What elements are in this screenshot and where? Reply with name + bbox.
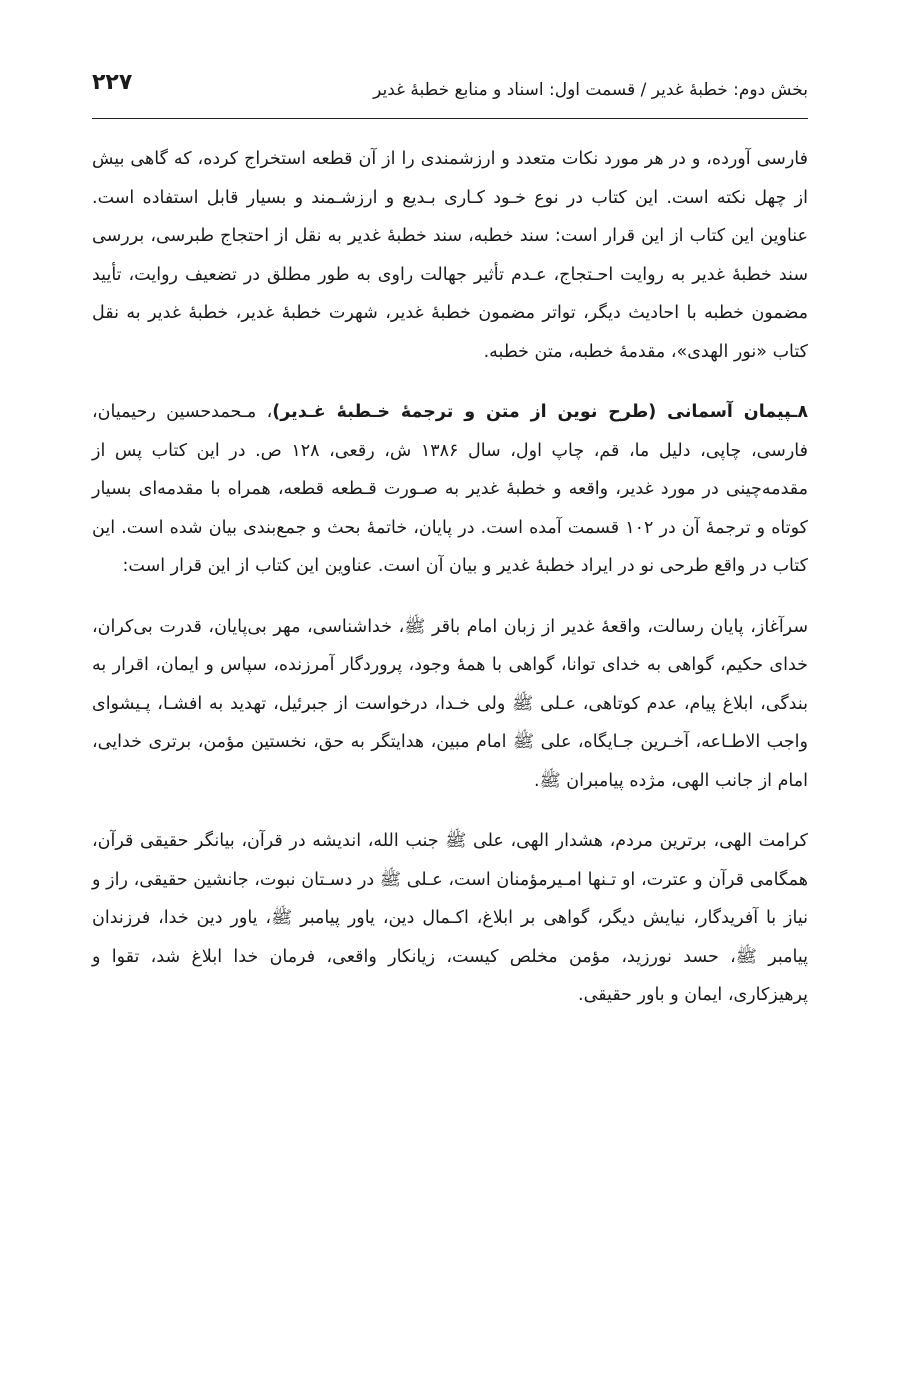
paragraph-titles-1: سرآغاز، پایان رسالت، واقعهٔ غدیر از زبان امام باقر ﷺ، خداشناسی، مهر بی‌پایان، قدرت بی‌کران، خدای حکیم، گواهی به خدای توانا، گواهی با همهٔ وجود، پروردگار آمرزنده، سپاس و ایمان، اقرار به بندگی، ابلاغ پیام، عدم کوتاهی، عـلی ﷺ ولی خـدا، درخواست از جبرئیل، تهدید به افشـا، پـیشوای واجب الاطـاعه، آخـرین جـایگاه، علی ﷺ امام مبین، هدایتگر به حق، نخستین مؤمن، برتری خدایی، امام از جانب الهی، مژده پیامبران ﷺ. [92,616,808,791]
page-body [92,140,808,1037]
paragraph-entry-8 [92,393,808,586]
entry-title: ۸ـپیمان آسمانی (طرح نوین از متن و ترجمهٔ خـطبهٔ غـدیر) [272,402,808,422]
paragraph-titles-2: کرامت الهی، برترین مردم، هشدار الهی، علی ﷺ جنب الله، اندیشه در قرآن، بیانگر حقیقی قرآن، همگامی قرآن و عترت، او تـنها امـیرمؤمنان است، عـلی ﷺ در دسـتان نبوت، جانشین حقیقی، راز و نیاز با آفریدگار، نیایش دیگر، گواهی بر ابلاغ، اکـمال دین، یاور پیامبر ﷺ، یاور دین خدا، فرزندان پیامبر ﷺ، حسد نورزید، مؤمن مخلص کیست، زیانکار واقعی، فرمان خدا ابلاغ شد، تقوا و پرهیزکاری، ایمان و باور حقیقی. [92,831,808,1005]
paragraph-intro: فارسی آورده، و در هر مورد نکات متعدد و ارزشمندی را از آن قطعه استخراج کرده، که گاهی بیش از چهل نکته است. این کتاب در نوع خـود کـاری بـدیع و ارزشـمند و بسیار قابل استفاده است. عناوین این کتاب از این قرار است: سند خطبه، سند خطبهٔ غدیر به نقل از احتجاج طبرسی، بررسی سند خطبهٔ غدیر به روایت احـتجاج، عـدم تأثیر جهالت راوی به طور مطلق در تضعیف روایت، تأیید مضمون خطبه با احادیث دیگر، تواتر مضمون خطبهٔ غدیر، شهرت خطبهٔ غدیر، خطبهٔ غدیر به نقل کتاب «نور الهدی»، مقدمهٔ خطبه، متن خطبه. [92,149,808,362]
entry-body: ، مـحمدحسین رحیمیان، فارسی، چاپی، دلیل ما، قم، چاپ اول، سال ۱۳۸۶ ش، رقعی، ۱۲۸ ص. در این کتاب پس از مقدمه‌چینی در مورد غدیر، واقعه و خطبهٔ غدیر به صـورت قـطعه قطعه، همراه با مقدمه‌ای بسیار کوتاه و ترجمهٔ آن در ۱۰۲ قسمت آمده است. در پایان، خاتمهٔ بحث و جمع‌بندی بیان شده است. این کتاب در واقع طرحی نو در ایراد خطبهٔ غدیر و بیان آن است. عناوین این کتاب از این قرار است: [92,402,809,576]
page-header [92,70,808,119]
page-number: ۲۲۷ [92,70,133,95]
running-head: بخش دوم: خطبهٔ غدیر / قسمت اول: اسناد و منابع خطبهٔ غدیر [373,80,808,100]
